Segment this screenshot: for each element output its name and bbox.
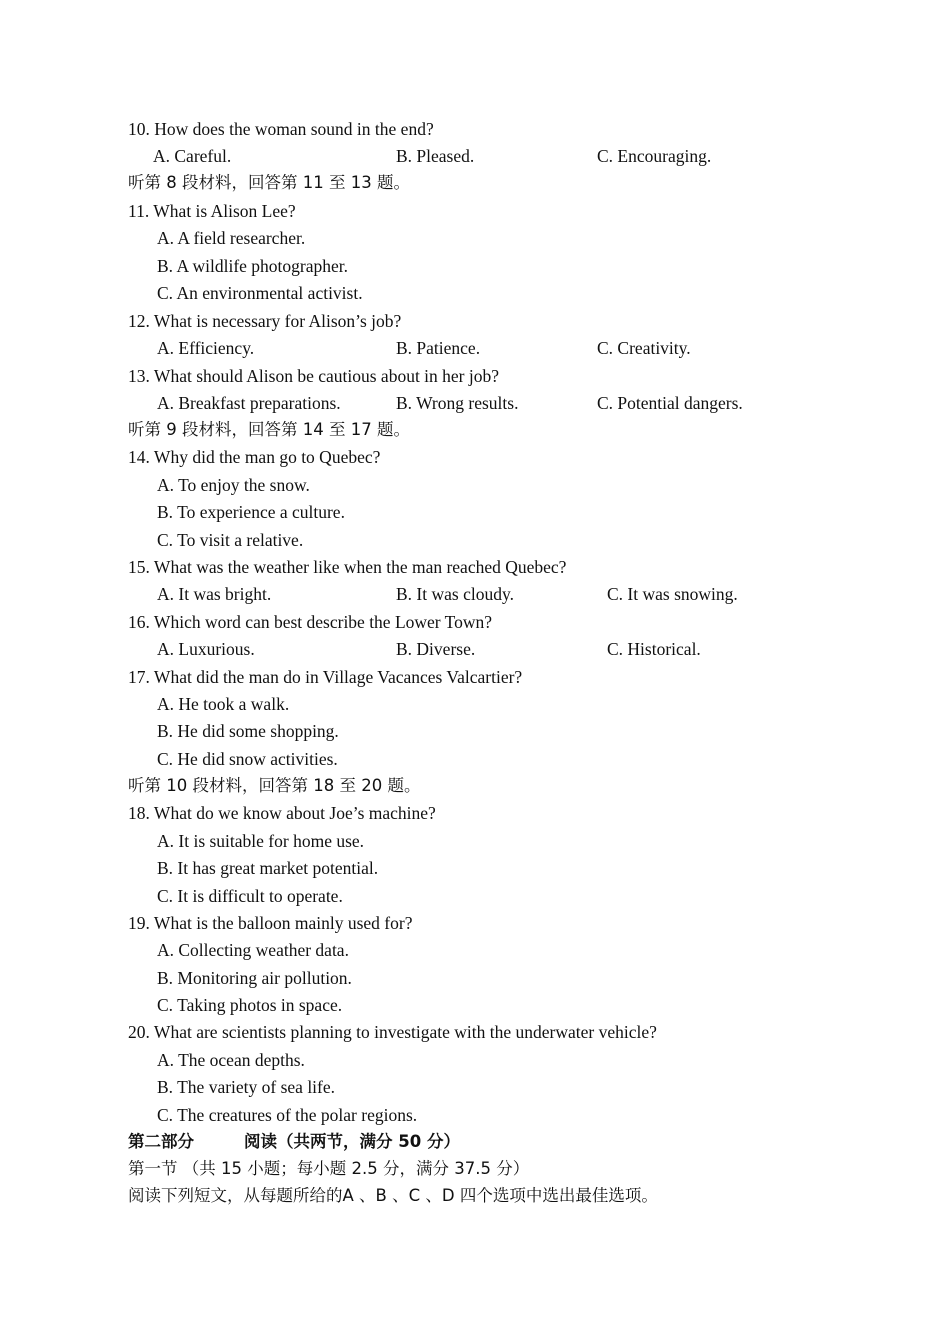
section-header: 听第 9 段材料，回答第 14 至 17 题。 [128, 420, 410, 439]
answer-option: A. Luxurious. [157, 639, 255, 659]
question-stem: 18. What do we know about Joe’s machine? [128, 803, 436, 823]
answer-option: C. Encouraging. [597, 146, 712, 166]
question-stem: 15. What was the weather like when the man reached Quebec? [128, 557, 567, 577]
question-stem: 12. What is necessary for Alison’s job? [128, 311, 402, 331]
question-stem: 19. What is the balloon mainly used for? [128, 913, 413, 933]
answer-option: B. To experience a culture. [157, 502, 345, 522]
question-stem: 17. What did the man do in Village Vacances Valcartier? [128, 667, 523, 687]
section-header: 听第 10 段材料，回答第 18 至 20 题。 [128, 776, 421, 795]
answer-option: A. He took a walk. [157, 694, 290, 714]
answer-option: A. Efficiency. [157, 338, 255, 358]
answer-option: C. He did snow activities. [157, 749, 338, 769]
part-title: 阅读（共两节，满分 50 分） [244, 1132, 460, 1151]
answer-option: B. Pleased. [396, 146, 475, 166]
answer-option: A. It is suitable for home use. [157, 831, 365, 851]
answer-option: A. Careful. [153, 146, 232, 166]
part-label: 第二部分 [128, 1132, 194, 1151]
answer-option: B. Diverse. [396, 639, 476, 659]
answer-option: A. Breakfast preparations. [157, 393, 341, 413]
answer-option: A. Collecting weather data. [157, 940, 349, 960]
answer-option: C. It is difficult to operate. [157, 886, 343, 906]
question-stem: 16. Which word can best describe the Lower Town? [128, 612, 493, 632]
answer-option: C. Historical. [607, 639, 701, 659]
section-title: 第一节 （共 15 小题；每小题 2.5 分，满分 37.5 分） [128, 1159, 530, 1178]
answer-option: B. Patience. [396, 338, 481, 358]
answer-option: B. It was cloudy. [396, 584, 514, 604]
question-stem: 14. Why did the man go to Quebec? [128, 447, 381, 467]
answer-option: B. The variety of sea life. [157, 1077, 336, 1097]
answer-option: C. Creativity. [597, 338, 691, 358]
answer-option: C. It was snowing. [607, 584, 738, 604]
answer-option: C. The creatures of the polar regions. [157, 1105, 418, 1125]
answer-option: A. To enjoy the snow. [157, 475, 310, 495]
instructions: 阅读下列短文，从每题所给的A 、B 、C 、D 四个选项中选出最佳选项。 [128, 1186, 658, 1205]
question-stem: 10. How does the woman sound in the end? [128, 119, 434, 139]
answer-option: C. To visit a relative. [157, 530, 304, 550]
answer-option: B. Wrong results. [396, 393, 519, 413]
answer-option: C. An environmental activist. [157, 283, 363, 303]
answer-option: A. The ocean depths. [157, 1050, 305, 1070]
answer-option: A. A field researcher. [157, 228, 306, 248]
answer-option: B. He did some shopping. [157, 721, 339, 741]
answer-option: A. It was bright. [157, 584, 272, 604]
question-stem: 11. What is Alison Lee? [128, 201, 296, 221]
question-stem: 20. What are scientists planning to investigate with the underwater vehicle? [128, 1022, 657, 1042]
answer-option: C. Potential dangers. [597, 393, 743, 413]
answer-option: B. Monitoring air pollution. [157, 968, 352, 988]
answer-option: C. Taking photos in space. [157, 995, 343, 1015]
answer-option: B. A wildlife photographer. [157, 256, 349, 276]
section-header: 听第 8 段材料，回答第 11 至 13 题。 [128, 173, 410, 192]
answer-option: B. It has great market potential. [157, 858, 379, 878]
question-stem: 13. What should Alison be cautious about in her job? [128, 366, 500, 386]
